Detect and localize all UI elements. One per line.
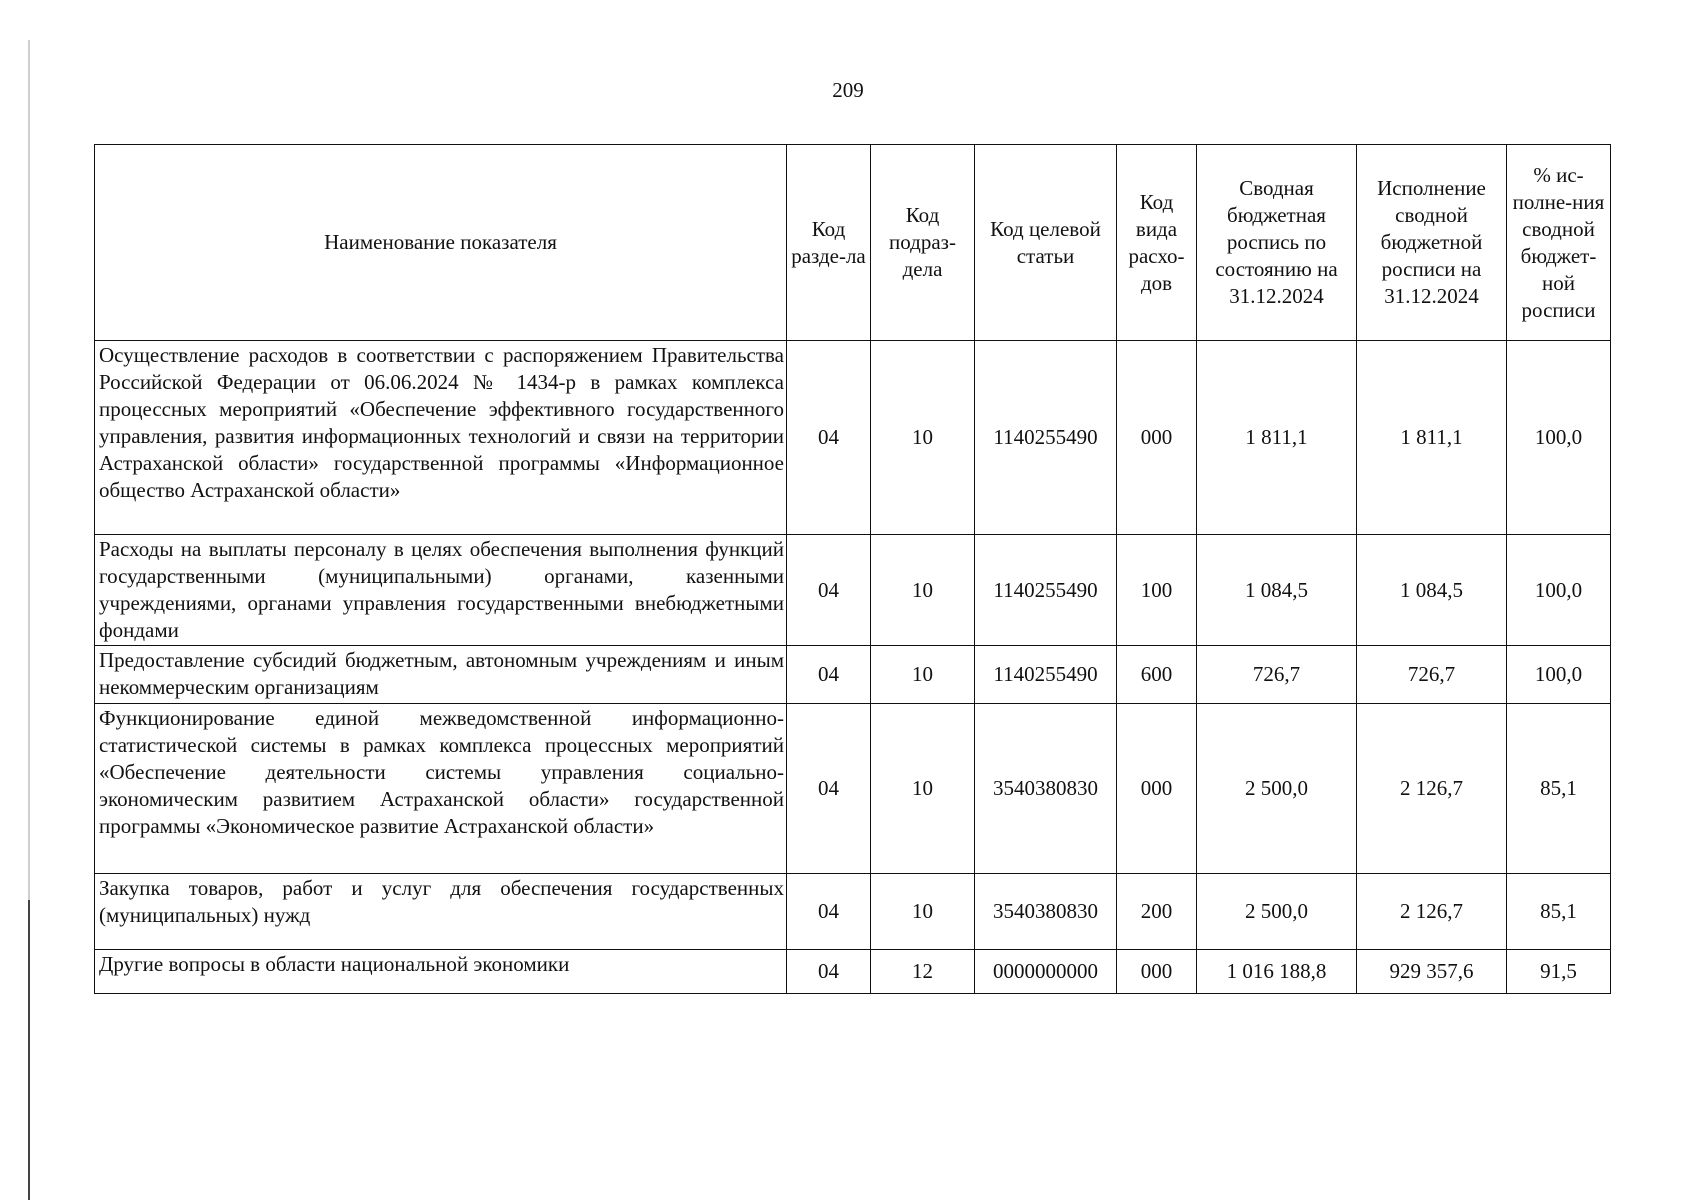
row-execution-percent: 100,0	[1507, 341, 1611, 535]
row-budget-plan: 1 811,1	[1197, 341, 1357, 535]
header-target-code: Код целевой статьи	[975, 145, 1117, 341]
scan-edge-line-dark	[28, 900, 30, 1200]
row-target-code: 1140255490	[975, 341, 1117, 535]
row-name: Функционирование единой межведомственной информационно-статистической системы в рамках комплекса процессных мероприятий «Обеспечение деятельности системы управления социально-экономическим развитием Астраханской области» государственной программы «Экономическое развитие Астраханской области»	[95, 704, 787, 874]
row-execution-percent: 100,0	[1507, 646, 1611, 704]
table-row	[95, 341, 1611, 535]
row-expense-type-code: 000	[1117, 704, 1197, 874]
row-subsection-code: 10	[871, 704, 975, 874]
row-expense-type-code: 200	[1117, 874, 1197, 950]
row-budget-plan: 1 016 188,8	[1197, 950, 1357, 994]
row-budget-execution: 726,7	[1357, 646, 1507, 704]
row-section-code: 04	[787, 704, 871, 874]
row-budget-execution: 1 084,5	[1357, 535, 1507, 646]
header-execution-percent: % ис-полне-ния сводной бюджет-ной росписи	[1507, 145, 1611, 341]
row-execution-percent: 85,1	[1507, 704, 1611, 874]
row-subsection-code: 10	[871, 535, 975, 646]
row-target-code: 3540380830	[975, 704, 1117, 874]
row-target-code: 1140255490	[975, 535, 1117, 646]
row-name: Другие вопросы в области национальной экономики	[95, 950, 787, 994]
row-budget-execution: 2 126,7	[1357, 874, 1507, 950]
row-budget-plan: 2 500,0	[1197, 874, 1357, 950]
row-subsection-code: 10	[871, 874, 975, 950]
row-name: Осуществление расходов в соответствии с распоряжением Правительства Российской Федерации от 06.06.2024 № 1434-р в рамках комплекса процессных мероприятий «Обеспечение эффективного государственного управления, развития информационных технологий и связи на территории Астраханской области» государственной программы «Информационное общество Астраханской области»	[95, 341, 787, 535]
row-section-code: 04	[787, 874, 871, 950]
row-subsection-code: 10	[871, 341, 975, 535]
header-name: Наименование показателя	[95, 145, 787, 341]
row-subsection-code: 12	[871, 950, 975, 994]
row-target-code: 1140255490	[975, 646, 1117, 704]
row-budget-plan: 726,7	[1197, 646, 1357, 704]
header-subsection-code: Код подраз-дела	[871, 145, 975, 341]
row-execution-percent: 91,5	[1507, 950, 1611, 994]
row-budget-execution: 929 357,6	[1357, 950, 1507, 994]
row-budget-execution: 1 811,1	[1357, 341, 1507, 535]
row-name: Предоставление субсидий бюджетным, автономным учреждениям и иным некоммерческим организациям	[95, 646, 787, 704]
row-budget-plan: 2 500,0	[1197, 704, 1357, 874]
row-expense-type-code: 100	[1117, 535, 1197, 646]
row-section-code: 04	[787, 646, 871, 704]
row-budget-plan: 1 084,5	[1197, 535, 1357, 646]
header-budget-execution: Исполнение сводной бюджетной росписи на 31.12.2024	[1357, 145, 1507, 341]
row-target-code: 3540380830	[975, 874, 1117, 950]
row-subsection-code: 10	[871, 646, 975, 704]
table-header-row	[95, 145, 1611, 341]
row-execution-percent: 100,0	[1507, 535, 1611, 646]
row-name: Закупка товаров, работ и услуг для обеспечения государственных (муниципальных) нужд	[95, 874, 787, 950]
row-budget-execution: 2 126,7	[1357, 704, 1507, 874]
table-row	[95, 535, 1611, 646]
row-section-code: 04	[787, 341, 871, 535]
row-expense-type-code: 000	[1117, 950, 1197, 994]
row-execution-percent: 85,1	[1507, 874, 1611, 950]
row-name: Расходы на выплаты персоналу в целях обеспечения выполнения функций государственными (муниципальными) органами, казенными учреждениями, органами управления государственными внебюджетными фондами	[95, 535, 787, 646]
table-row	[95, 704, 1611, 874]
row-section-code: 04	[787, 950, 871, 994]
budget-execution-table	[94, 144, 1611, 994]
row-target-code: 0000000000	[975, 950, 1117, 994]
row-expense-type-code: 000	[1117, 341, 1197, 535]
table-row	[95, 874, 1611, 950]
row-expense-type-code: 600	[1117, 646, 1197, 704]
header-expense-type-code: Код вида расхо-дов	[1117, 145, 1197, 341]
page-number: 209	[832, 78, 864, 102]
header-section-code: Код разде-ла	[787, 145, 871, 341]
table-row	[95, 646, 1611, 704]
row-section-code: 04	[787, 535, 871, 646]
header-budget-plan: Сводная бюджетная роспись по состоянию на 31.12.2024	[1197, 145, 1357, 341]
table-row	[95, 950, 1611, 994]
